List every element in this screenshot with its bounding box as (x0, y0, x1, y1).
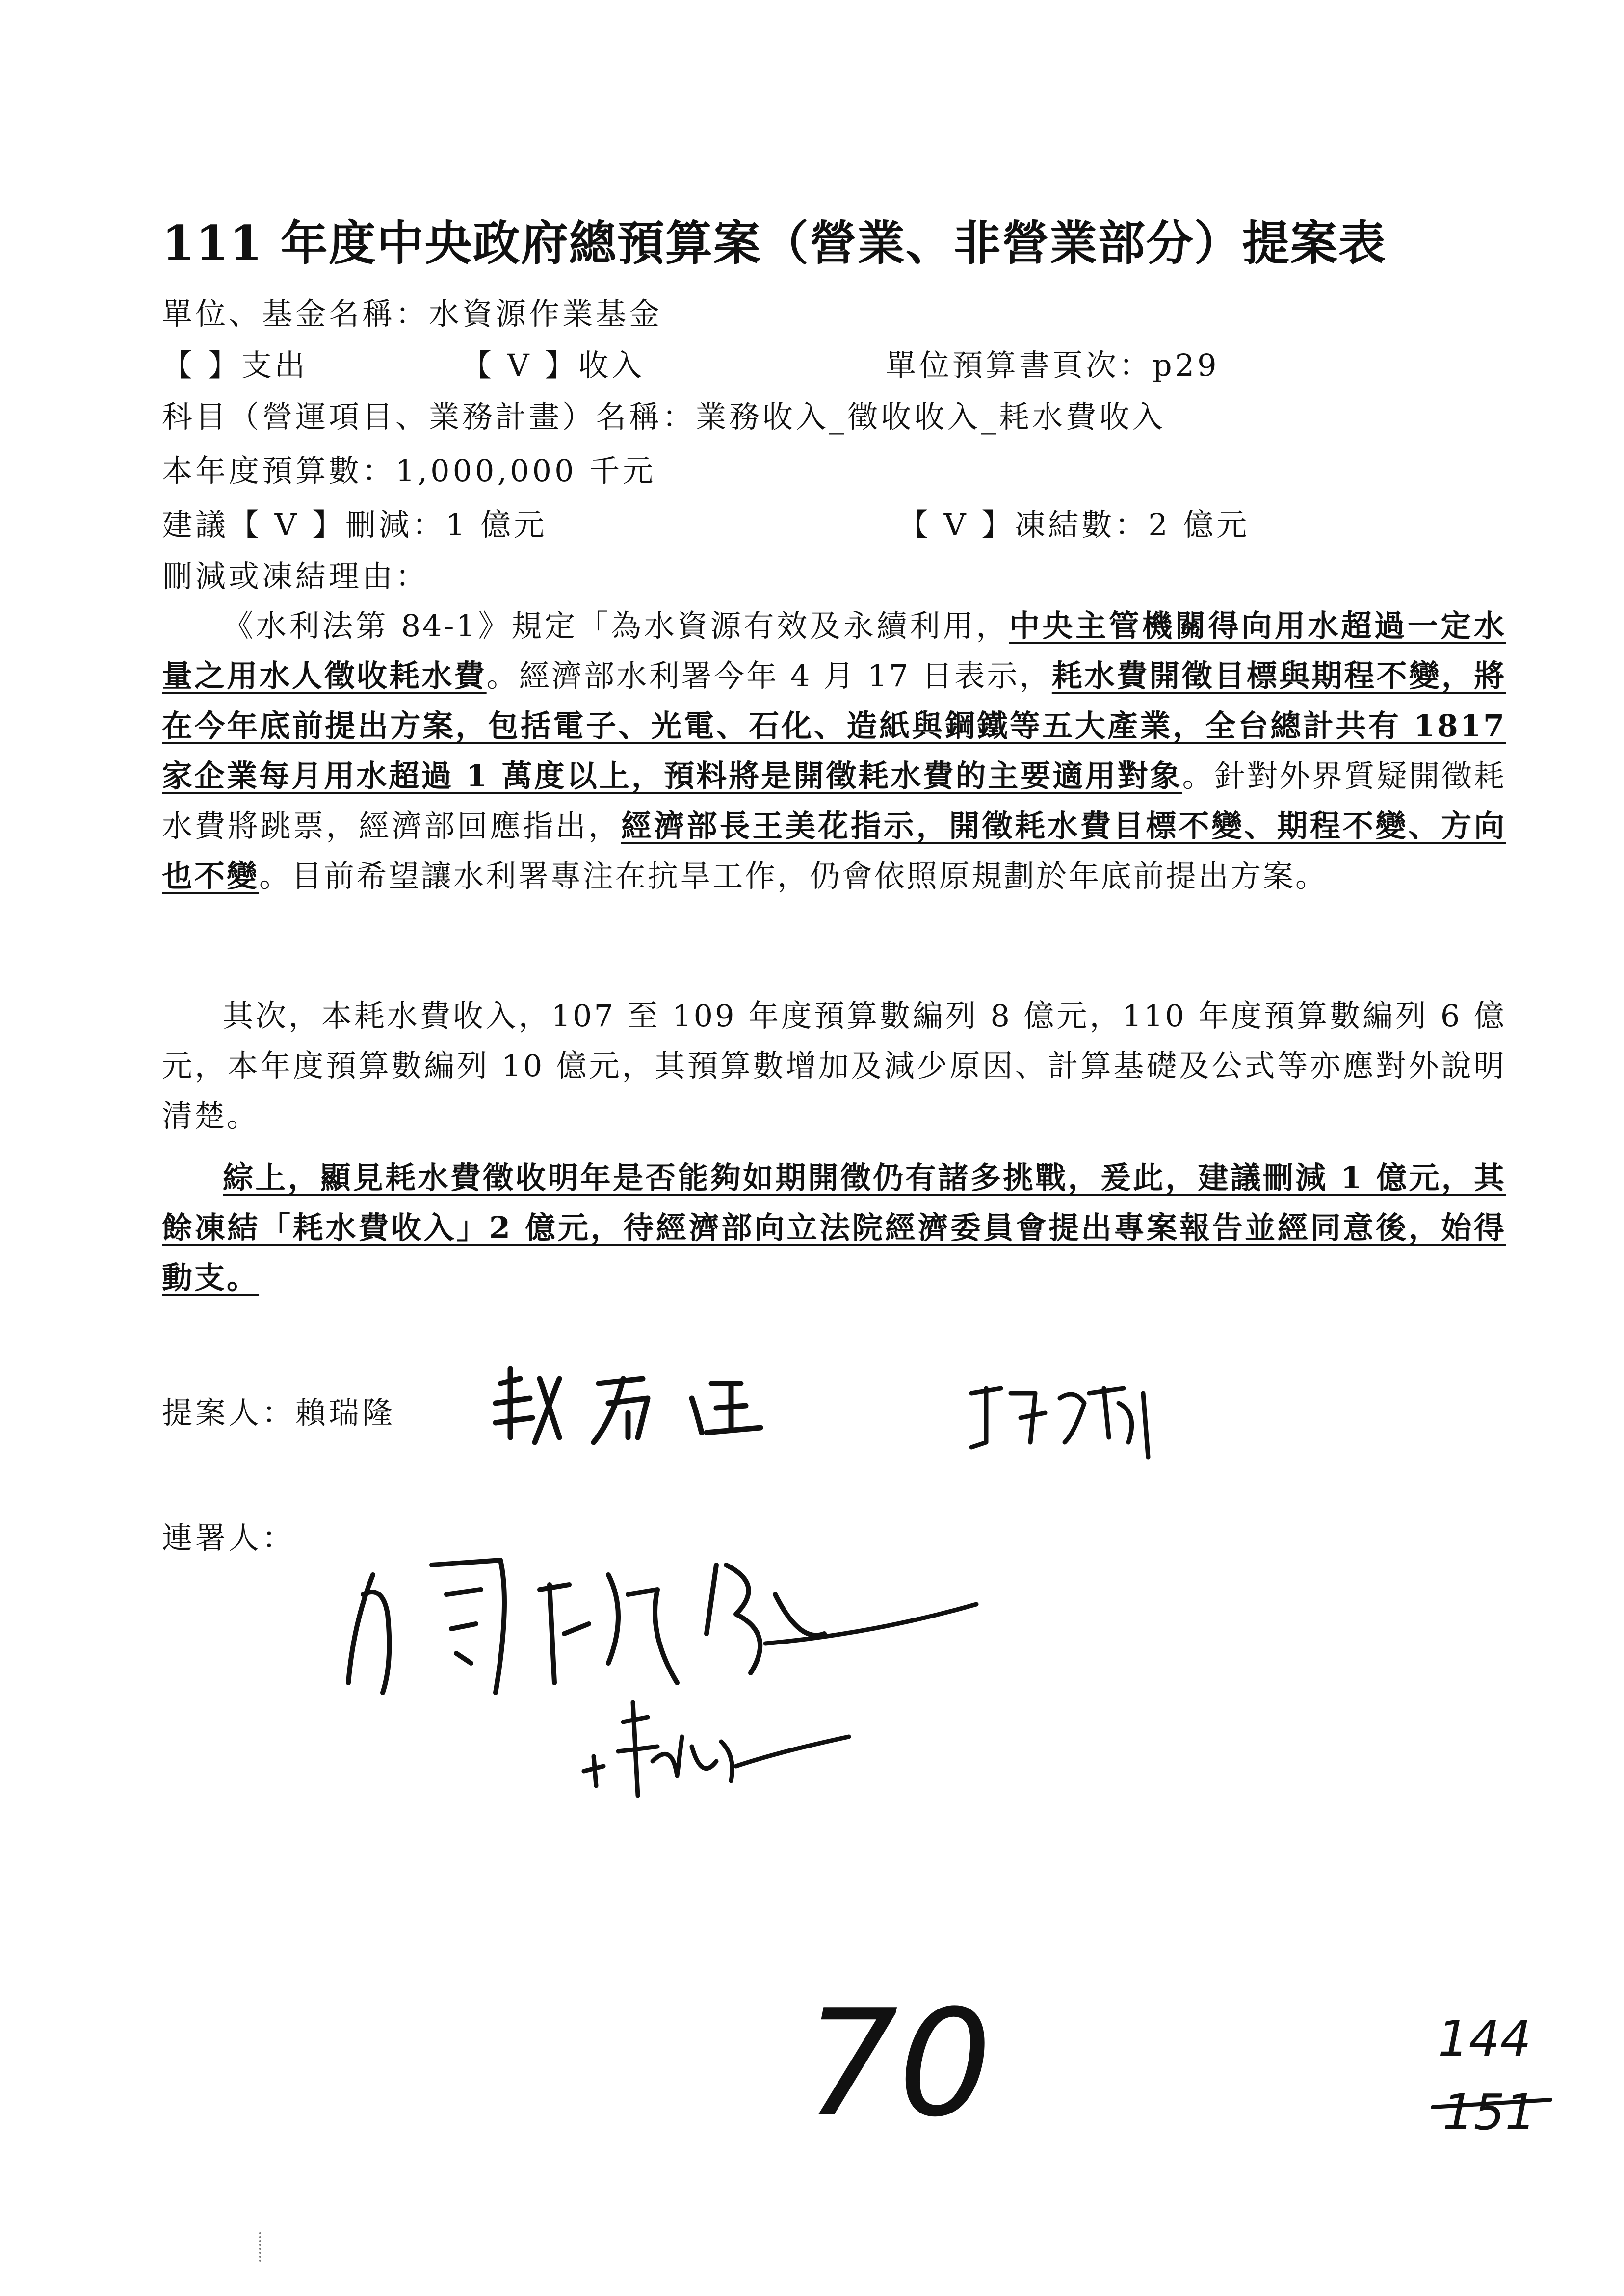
cosigner-signature-3 (574, 1683, 868, 1812)
reason-paragraph-1 (162, 601, 1506, 901)
unit-fund-line: 單位、基金名稱：水資源作業基金 (162, 296, 663, 332)
reason-paragraph-3 (162, 1153, 1506, 1303)
conclusion-text: 綜上，顯見耗水費徵收明年是否能夠如期開徵仍有諸多挑戰，爰此，建議刪減 1 億元，其餘凍結「耗水費收入」2 億元，待經濟部向立法院經濟委員會提出專案報告並經同意後，始得動支。 (162, 1160, 1506, 1296)
page-title: 111 年度中央政府總預算案（營業、非營業部分）提案表 (162, 215, 1387, 271)
suggestion-row (162, 500, 1250, 544)
freeze-suggestion: 【 V 】凍結數：2 億元 (898, 507, 1250, 543)
page-count-struck: 151 (1442, 2084, 1536, 2141)
text-segment: 《水利法第 84-1》規定「為水資源有效及永續利用， (223, 608, 1009, 644)
cut-suggestion: 建議【 V 】刪減：1 億元 (162, 507, 548, 543)
text-segment: 。針對外界質疑開徵耗水費將跳票，經濟部回應指出， (162, 758, 1506, 844)
reason-label: 刪減或凍結理由： (162, 558, 429, 594)
budget-amount-line: 本年度預算數：1,000,000 千元 (162, 453, 656, 489)
proposer-label: 提案人：賴瑞隆 (162, 1395, 396, 1431)
income-checkbox-label: 【 V 】收入 (461, 347, 645, 383)
page-count-mark (1433, 2002, 1590, 2161)
cosigner-signature-1 (962, 1374, 1168, 1464)
reason-paragraph-2: 其次，本耗水費收入，107 至 109 年度預算數編列 8 億元，110 年度預算數編列 6 億元，本年度預算數編列 10 億元，其預算數增加及減少原因、計算基礎及公式等亦應對外說明清楚。 (162, 998, 1506, 1134)
page-reference: 單位預算書頁次：p29 (886, 347, 1220, 383)
text-segment: 。經濟部水利署今年 4 月 17 日表示， (486, 658, 1052, 694)
check-row (162, 341, 1220, 385)
expense-checkbox-label: 【 】支出 (162, 347, 308, 383)
cosigner-label: 連署人： (162, 1520, 296, 1556)
handwritten-page-number (805, 1978, 992, 2149)
emphasized-segment: 中央主管機關得向用水超過一定水量之用水人徵收耗水費 (162, 608, 1506, 694)
text-segment: 。目前希望讓水利署專注在抗旱工作，仍會依照原規劃於年底前提出方案。 (259, 858, 1328, 894)
subject-line: 科目（營運項目、業務計畫）名稱：業務收入_徵收收入_耗水費收入 (162, 399, 1166, 435)
emphasized-segment: 耗水費開徵目標與期程不變，將在今年底前提出方案，包括電子、光電、石化、造紙與鋼鐵等五大產業，全台總計共有 1817 家企業每月用水超過 1 萬度以上，預料將是開徵耗水費的主要適用對象 (162, 658, 1506, 794)
proposer-signature (486, 1364, 805, 1464)
emphasized-segment: 經濟部長王美花指示，開徵耗水費目標不變、期程不變、方向也不變 (162, 808, 1506, 894)
page-count-new: 144 (1438, 2010, 1531, 2067)
scan-mark (259, 2232, 263, 2262)
page-number-text: 70 (805, 1978, 992, 2149)
